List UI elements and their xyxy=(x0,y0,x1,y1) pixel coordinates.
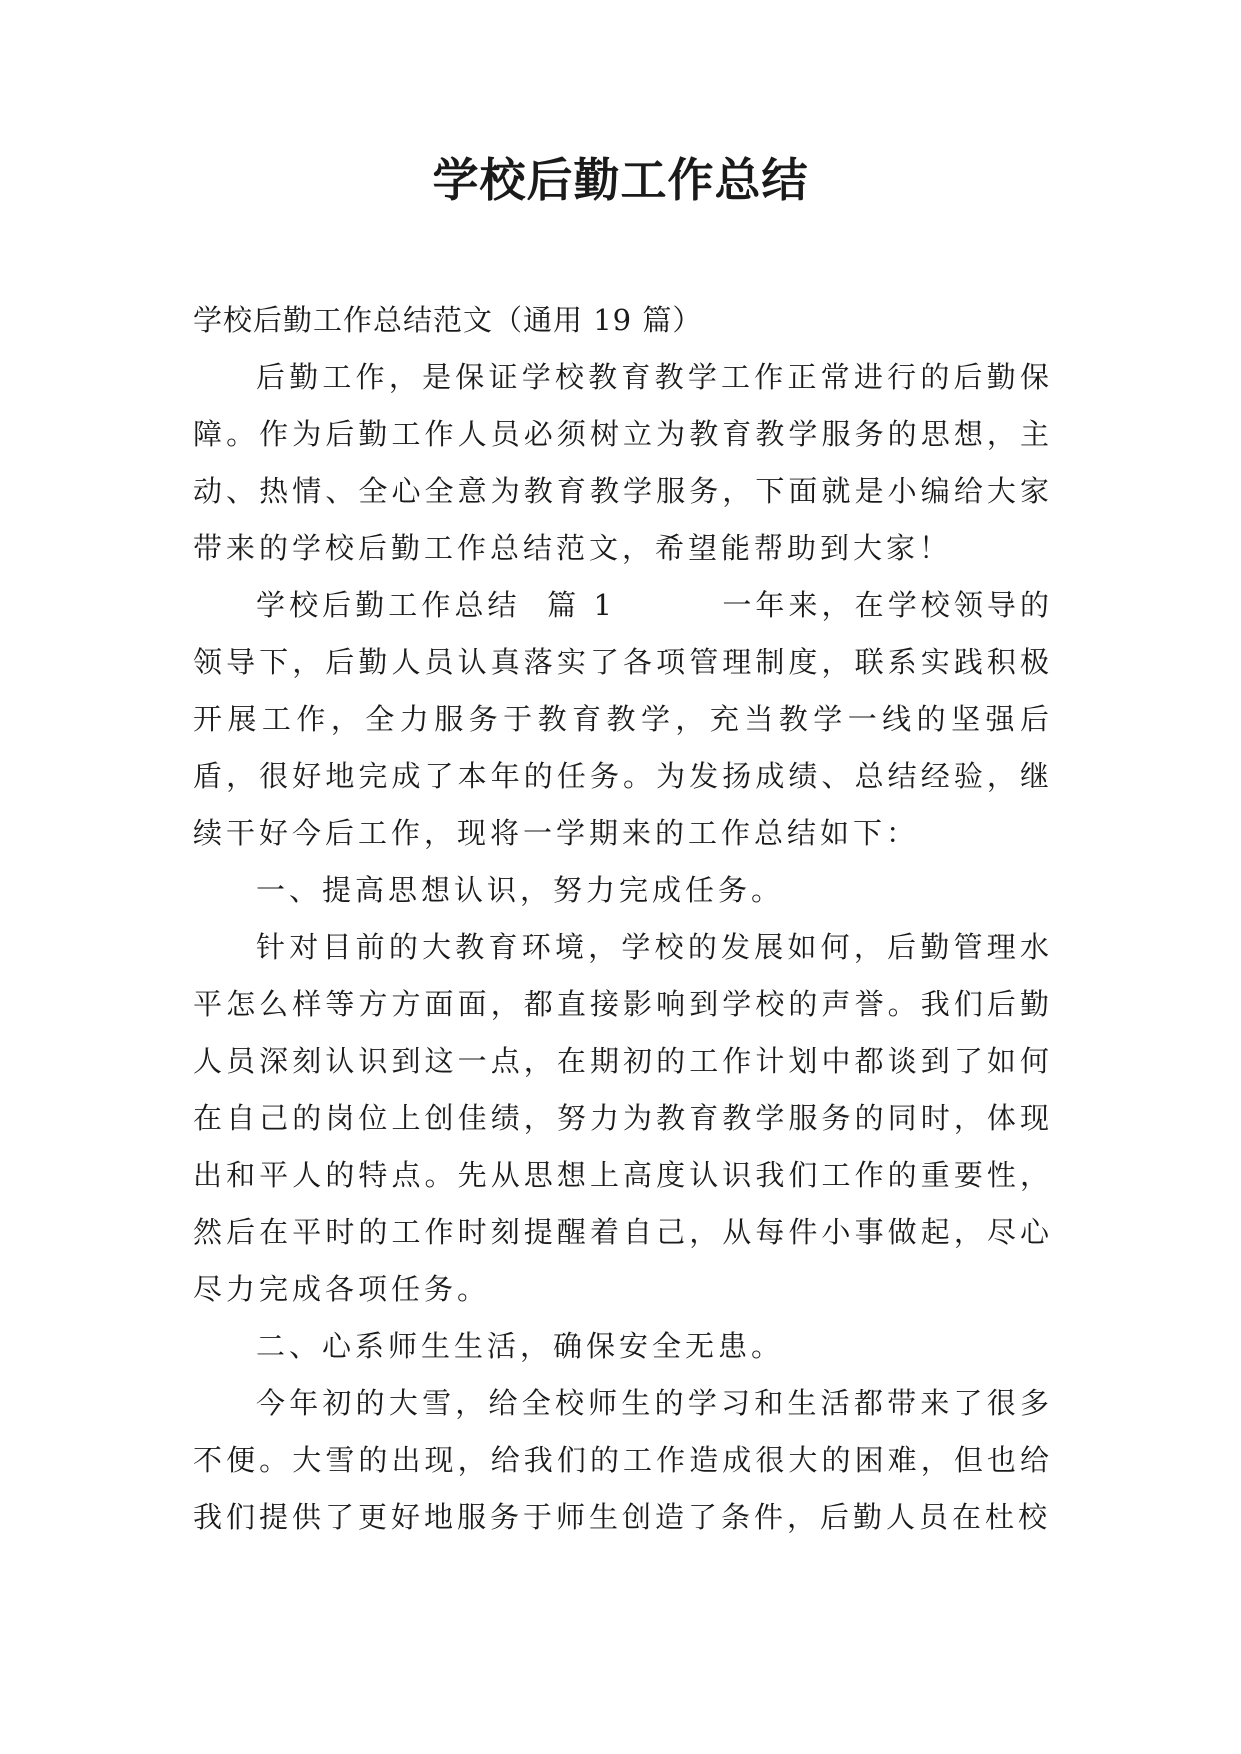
paragraph-part1-opening: 学校后勤工作总结 篇 1 一年来，在学校领导的领导下，后勤人员认真落实了各项管理制度，联系实践积极开展工作，全力服务于教育教学，充当教学一线的坚强后盾，很好地完成了本年的任务。为发扬成绩、总结经验，继续干好今后工作，现将一学期来的工作总结如下： xyxy=(193,588,1053,850)
document-title: 学校后勤工作总结 xyxy=(432,153,809,207)
paragraph-section-1: 针对目前的大教育环境，学校的发展如何，后勤管理水平怎么样等方方面面，都直接影响到学校的声誉。我们后勤人员深刻认识到这一点，在期初的工作计划中都谈到了如何在自己的岗位上创佳绩，努力为教育教学服务的同时，体现出和平人的特点。先从思想上高度认识我们工作的重要性，然后在平时的工作时刻提醒着自己，从每件小事做起，尽心尽力完成各项任务。 xyxy=(193,930,1053,1306)
document-body xyxy=(193,292,1053,1546)
section-heading-1: 一、提高思想认识，努力完成任务。 xyxy=(256,873,785,907)
section-heading-2: 二、心系师生生活，确保安全无患。 xyxy=(256,1329,785,1363)
paragraph-section-2: 今年初的大雪，给全校师生的学习和生活都带来了很多不便。大雪的出现，给我们的工作造成很大的困难，但也给我们提供了更好地服务于师生创造了条件，后勤人员在杜校 xyxy=(193,1386,1053,1534)
document-subtitle: 学校后勤工作总结范文（通用 19 篇） xyxy=(193,303,703,337)
paragraph-intro: 后勤工作，是保证学校教育教学工作正常进行的后勤保障。作为后勤工作人员必须树立为教育教学服务的思想，主动、热情、全心全意为教育教学服务，下面就是小编给大家带来的学校后勤工作总结范文，希望能帮助到大家！ xyxy=(193,360,1053,565)
